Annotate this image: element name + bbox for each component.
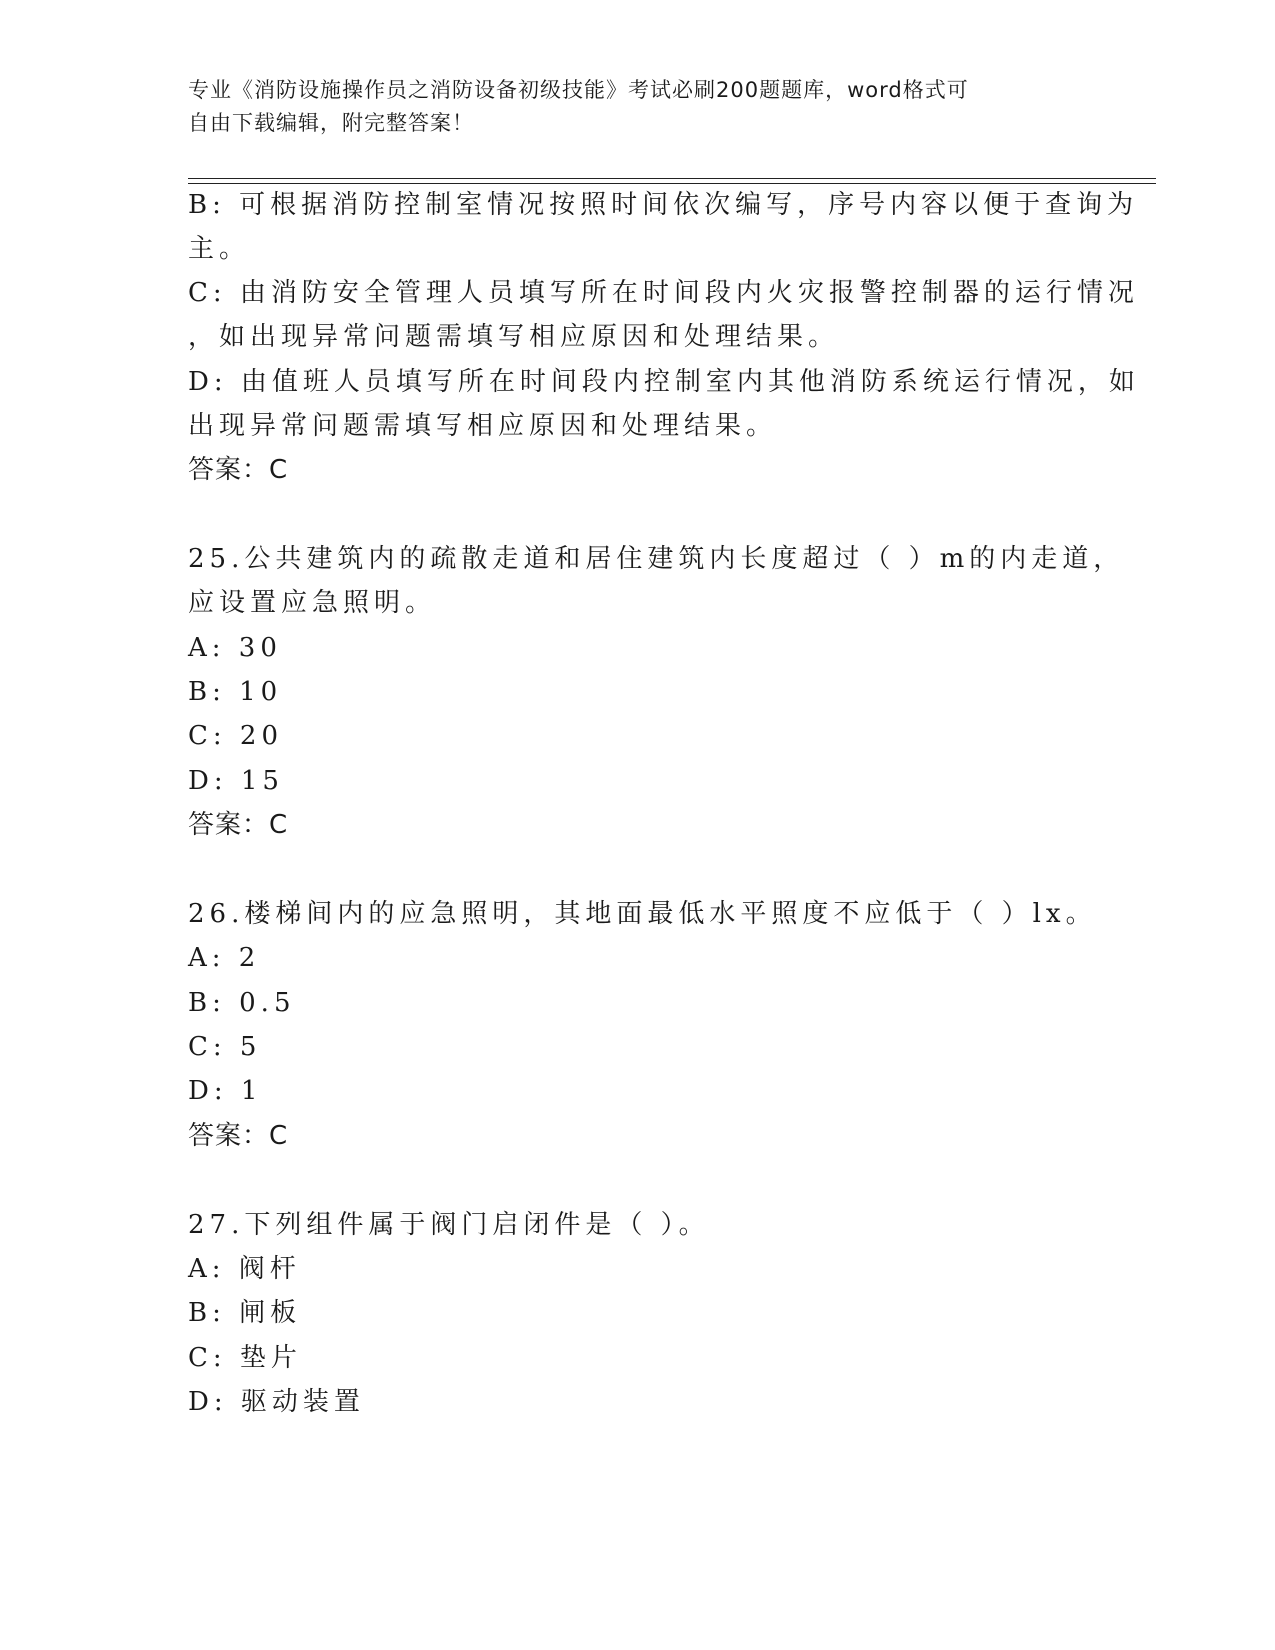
q25-option-c: C: 20 [188,721,284,751]
q27-option-c: C: 垫片 [188,1343,302,1373]
q25-option-d: D: 15 [188,766,284,796]
q24-option-c-cont: ，如出现异常问题需填写相应原因和处理结果。 [188,322,840,352]
header-rule-bottom [188,183,1156,184]
q24-option-d: D: 由值班人员填写所在时间段内控制室内其他消防系统运行情况，如 [188,367,1140,397]
q24-option-b: B: 可根据消防控制室情况按照时间依次编写，序号内容以便于查询为 [188,190,1139,220]
q25-answer: 答案：C [188,810,289,840]
q26-option-a: A: 2 [188,943,261,973]
q26-option-b: B: 0.5 [188,988,296,1018]
q24-option-b-cont: 主。 [188,234,251,264]
q24-option-c: C: 由消防安全管理人员填写所在时间段内火灾报警控制器的运行情况 [188,278,1139,308]
q24-option-d-cont: 出现异常问题需填写相应原因和处理结果。 [188,411,778,441]
header-rule-top [188,178,1156,179]
header-line-2: 自由下载编辑，附完整答案！ [188,111,474,135]
q26-option-c: C: 5 [188,1032,262,1062]
q25-option-a: A: 30 [188,633,282,663]
q26-stem: 26.楼梯间内的应急照明，其地面最低水平照度不应低于（ ）lx。 [188,899,1097,929]
q25-option-b: B: 10 [188,677,283,707]
q24-answer: 答案：C [188,455,289,485]
q27-option-d: D: 驱动装置 [188,1387,365,1417]
q27-stem: 27.下列组件属于阀门启闭件是（ ）。 [188,1210,710,1240]
q27-option-b: B: 闸板 [188,1298,302,1328]
q26-answer: 答案：C [188,1121,289,1151]
q25-stem-cont: 应设置应急照明。 [188,588,437,618]
q25-stem: 25.公共建筑内的疏散走道和居住建筑内长度超过（ ）m的内走道， [188,544,1125,574]
header-line-1: 专业《消防设施操作员之消防设备初级技能》考试必刷200题题库，word格式可 [188,78,969,102]
q26-option-d: D: 1 [188,1076,263,1106]
q27-option-a: A: 阀杆 [188,1254,301,1284]
document-header [188,74,1088,140]
